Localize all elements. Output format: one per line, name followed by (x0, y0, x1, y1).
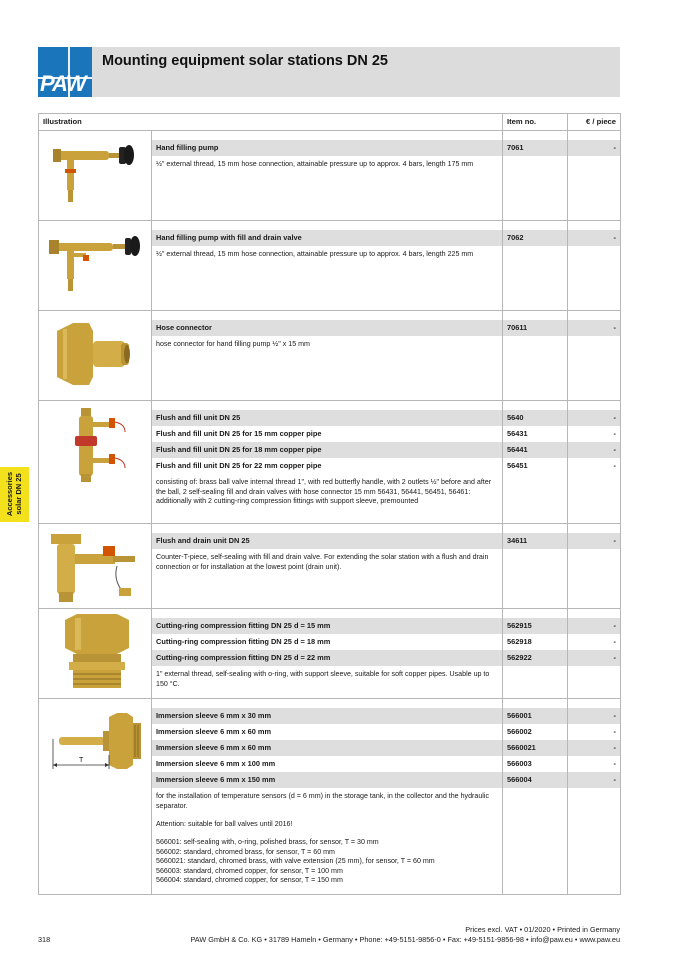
item-no-cell (503, 699, 568, 895)
price-cell (568, 221, 621, 311)
price-cell (568, 311, 621, 401)
price-cell (568, 401, 621, 524)
price-cell (568, 131, 621, 221)
dimension-label-t: T (79, 757, 84, 764)
product-description: ½" external thread, 15 mm hose connection, attainable pressure up to approx. 4 bars, length 175 mm (156, 160, 474, 168)
product-name: Immersion sleeve 6 mm x 100 mm (156, 759, 276, 768)
price: - (613, 759, 617, 768)
paw-logo (38, 47, 92, 97)
item-no: 562922 (503, 650, 567, 666)
price: - (568, 442, 620, 458)
price: - (568, 230, 620, 246)
product-name: Cutting-ring compression fitting DN 25 d = 15 mm (152, 618, 502, 634)
product-name: Flush and drain unit DN 25 (152, 533, 502, 549)
product-name: Immersion sleeve 6 mm x 60 mm (156, 727, 272, 736)
product-name: Immersion sleeve 6 mm x 60 mm (152, 740, 502, 756)
hand-pump-valve-image (45, 229, 145, 299)
footer-line-1: Prices excl. VAT • 01/2020 • Printed in Germany (465, 925, 620, 934)
compression-fitting-image (61, 614, 133, 694)
illustration-cell (39, 699, 152, 895)
product-name: Flush and fill unit DN 25 for 15 mm copper pipe (156, 429, 322, 438)
product-name: Hand filling pump (152, 140, 502, 156)
description-cell (152, 221, 503, 311)
table-row (39, 311, 621, 401)
price: - (613, 429, 617, 438)
flush-fill-unit-image (67, 406, 129, 484)
price: - (568, 708, 620, 724)
item-no: 70611 (503, 320, 567, 336)
description-cell (152, 311, 503, 401)
hand-pump-image (49, 139, 144, 209)
price-cell (568, 524, 621, 609)
item-no: 7061 (503, 140, 567, 156)
page-title: Mounting equipment solar stations DN 25 (102, 53, 388, 69)
item-no: 7062 (503, 230, 567, 246)
price: - (568, 740, 620, 756)
description-cell (152, 401, 503, 524)
price: - (568, 410, 620, 426)
item-no-cell (503, 311, 568, 401)
price: - (568, 533, 620, 549)
item-no: 56431 (507, 429, 528, 438)
illustration-cell (39, 131, 152, 221)
item-no: 562918 (507, 637, 532, 646)
table-row (39, 131, 621, 221)
item-no: 566003 (507, 759, 532, 768)
product-name: Hose connector (152, 320, 502, 336)
description-cell (152, 524, 503, 609)
product-description: for the installation of temperature sensors (d = 6 mm) in the storage tank, in the collector and the hydraulic separator. (156, 792, 489, 810)
footer-line-2: PAW GmbH & Co. KG • 31789 Hameln • Germany • Phone: +49-5151-9856-0 • Fax: +49-5151-9856-98 • info@paw.eu • www.paw.eu (190, 935, 620, 944)
product-description: ½" external thread, 15 mm hose connection, attainable pressure up to approx. 4 bars, length 225 mm (156, 250, 474, 258)
product-name: Cutting-ring compression fitting DN 25 d = 22 mm (152, 650, 502, 666)
product-description: 1" external thread, self-sealing with o-ring, with support sleeve, suitable for soft copper pipes. Usable up to 150 °C. (156, 670, 490, 688)
price: - (568, 772, 620, 788)
detail-line: 566001: self-sealing with, o-ring, polished brass, for sensor, T = 30 mm (156, 838, 379, 847)
item-no: 5660021 (503, 740, 567, 756)
item-no-header: Item no. (503, 114, 568, 131)
description-cell (152, 699, 503, 895)
illustration-cell (39, 311, 152, 401)
product-name: Hand filling pump with fill and drain valve (152, 230, 502, 246)
item-no: 5640 (503, 410, 567, 426)
item-no-cell (503, 609, 568, 699)
detail-line: 566004: standard, chromed copper, for sensor, T = 150 mm (156, 876, 343, 885)
price-header: € / piece (568, 114, 621, 131)
price: - (568, 650, 620, 666)
immersion-sleeve-image (47, 709, 147, 789)
product-table (38, 113, 621, 895)
product-description: consisting of: brass ball valve internal thread 1", with red butterfly handle, with 2 outlets ½" before and after the ball, 2 self-sealing fill and drain valves with hose connector 15 mm 56431, 56441, 56451, 56461: additionally with 2 cutting-ring compression fittings with support sleeve, premounted (156, 478, 492, 505)
table-row (39, 699, 621, 895)
price: - (568, 618, 620, 634)
price: - (568, 320, 620, 336)
item-no: 562915 (503, 618, 567, 634)
product-name: Flush and fill unit DN 25 (152, 410, 502, 426)
table-row (39, 221, 621, 311)
attention-note: Attention: suitable for ball valves until 2016! (156, 820, 293, 828)
item-no-cell (503, 524, 568, 609)
item-no-cell (503, 221, 568, 311)
product-name: Cutting-ring compression fitting DN 25 d = 18 mm (156, 637, 331, 646)
table-row (39, 524, 621, 609)
detail-line: 566003: standard, chromed copper, for sensor, T = 100 mm (156, 866, 343, 875)
product-description: Counter-T-piece, self-sealing with fill and drain valve. For extending the solar station with a flush and drain connection or for installation at the lowest point (drain unit). (156, 553, 489, 571)
hose-connector-image (53, 321, 138, 389)
item-no: 566001 (503, 708, 567, 724)
section-tab (0, 467, 29, 522)
flush-drain-unit-image (47, 526, 147, 606)
item-no: 56451 (507, 461, 528, 470)
table-row (39, 609, 621, 699)
item-no: 34611 (503, 533, 567, 549)
illustration-cell (39, 221, 152, 311)
logo-text: PAW (40, 71, 86, 96)
detail-line: 566002: standard, chromed brass, for sensor, T = 60 mm (156, 847, 335, 856)
price: - (613, 727, 617, 736)
detail-line: 5660021: standard, chromed brass, with valve extension (25 mm), for sensor, T = 60 mm (156, 857, 435, 866)
table-row (39, 401, 621, 524)
product-name: Flush and fill unit DN 25 for 22 mm copper pipe (156, 461, 322, 470)
illustration-header: Illustration (39, 114, 503, 131)
description-cell (152, 609, 503, 699)
item-no-cell (503, 401, 568, 524)
item-no: 56441 (503, 442, 567, 458)
item-no-cell (503, 131, 568, 221)
table-header-row (39, 114, 621, 131)
section-tab-label: Accessories solar DN 25 (5, 471, 23, 517)
product-name: Immersion sleeve 6 mm x 30 mm (152, 708, 502, 724)
price-cell (568, 609, 621, 699)
price: - (568, 140, 620, 156)
price-cell (568, 699, 621, 895)
page-number: 318 (38, 935, 51, 944)
product-name: Immersion sleeve 6 mm x 150 mm (152, 772, 502, 788)
product-name: Flush and fill unit DN 25 for 18 mm copper pipe (152, 442, 502, 458)
item-no: 566004 (503, 772, 567, 788)
illustration-cell (39, 524, 152, 609)
page-header (38, 47, 620, 97)
price: - (613, 461, 617, 470)
illustration-cell (39, 609, 152, 699)
price: - (613, 637, 617, 646)
description-cell (152, 131, 503, 221)
product-description: hose connector for hand filling pump ½" x 15 mm (156, 340, 310, 348)
illustration-cell (39, 401, 152, 524)
item-no: 566002 (507, 727, 532, 736)
